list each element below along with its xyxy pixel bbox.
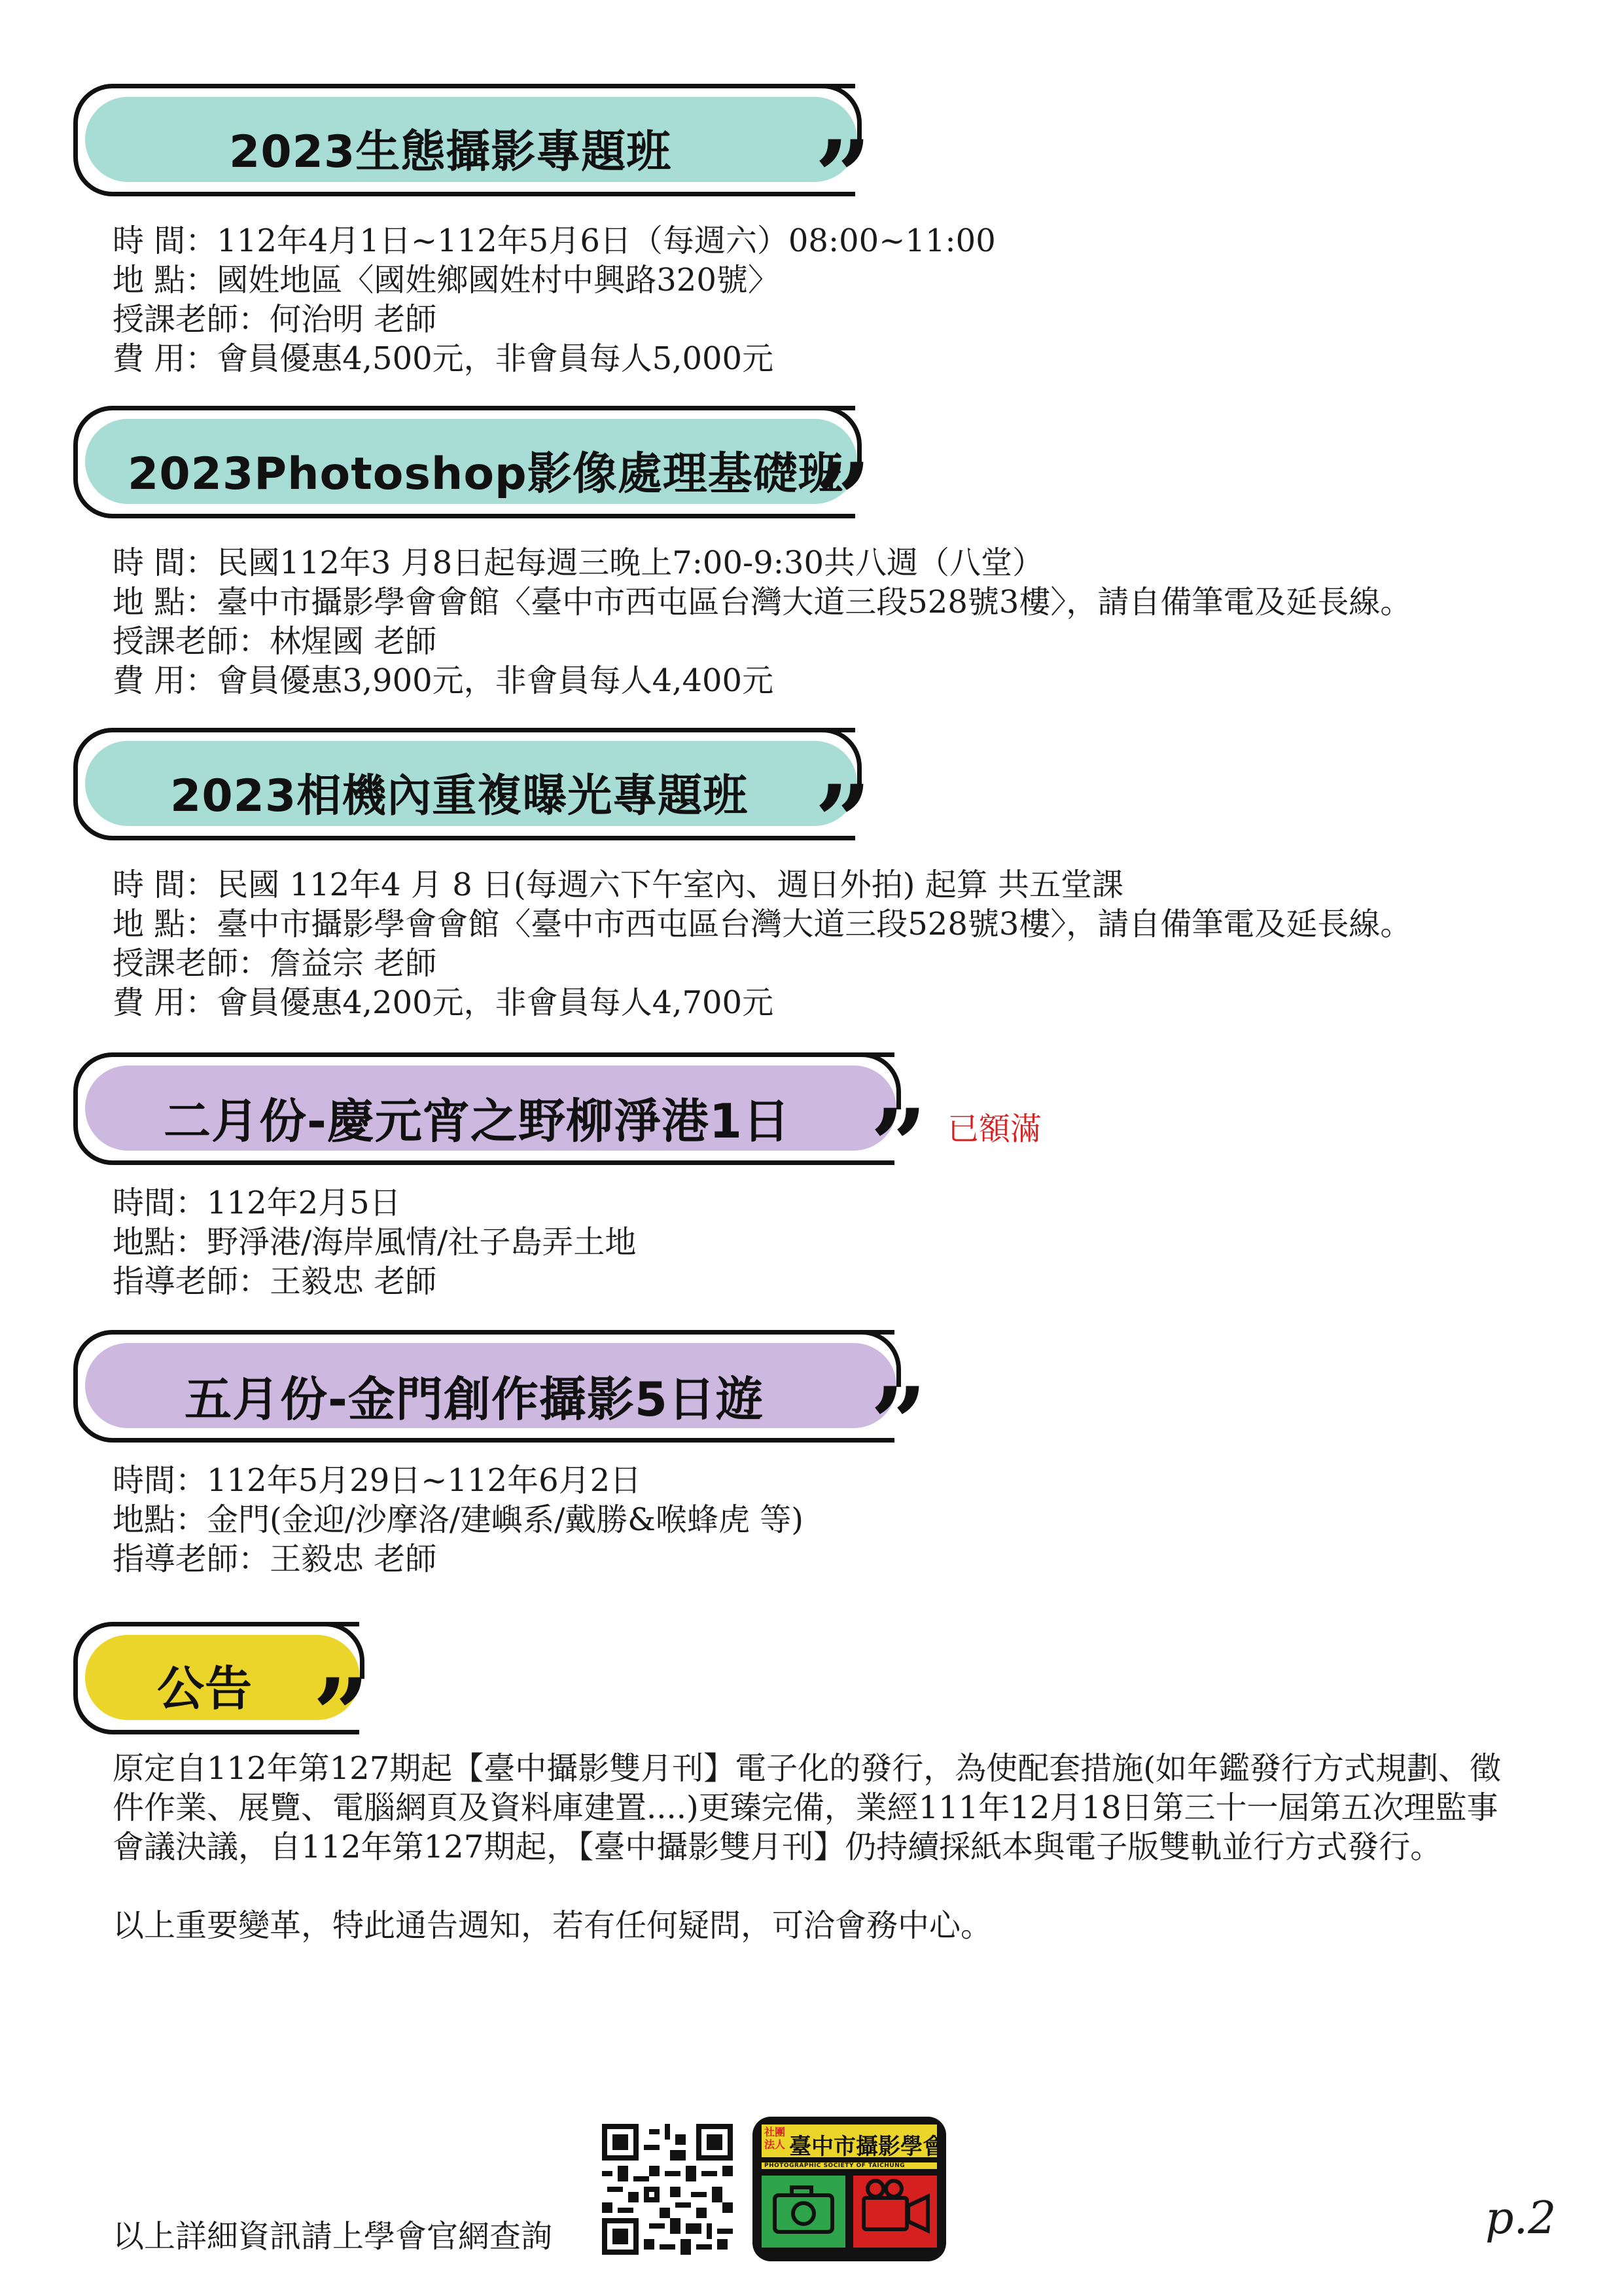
course-details <box>113 221 996 378</box>
trip-teacher: 指導老師：王毅忠 老師 <box>113 1541 437 1577</box>
announcement-spacer <box>113 1867 1526 1906</box>
course-time: 時 間：112年4月1日~112年5月6日（每週六）08:00~11:00 <box>113 223 996 259</box>
course-time: 時 間：民國112年3 月8日起每週三晚上7:00-9:30共八週（八堂） <box>113 545 1044 581</box>
logo-english: PHOTOGRAPHIC SOCIETY OF TAICHUNG <box>764 2162 906 2169</box>
course-details <box>113 865 1411 1022</box>
announcement-paragraph: 以上重要變革，特此通告週知，若有任何疑問，可洽會務中心。 <box>113 1907 993 1944</box>
trip-title: 二月份-慶元宵之野柳淨港1日 <box>164 1094 790 1149</box>
course-fee: 費 用：會員優惠4,500元，非會員每人5,000元 <box>113 340 774 377</box>
trip-details <box>113 1183 636 1301</box>
course-title: 2023生態攝影專題班 <box>229 126 672 178</box>
course-fee: 費 用：會員優惠3,900元，非會員每人4,400元 <box>113 662 774 699</box>
course-fee: 費 用：會員優惠4,200元，非會員每人4,700元 <box>113 984 774 1021</box>
quote-mark-icon: ” <box>815 764 872 879</box>
course-details <box>113 543 1411 700</box>
quote-mark-icon: ” <box>815 119 872 234</box>
trip-time: 時間：112年2月5日 <box>113 1185 401 1221</box>
trip-time: 時間：112年5月29日~112年6月2日 <box>113 1462 642 1499</box>
course-location: 地 點：國姓地區〈國姓鄉國姓村中興路320號〉 <box>113 262 779 298</box>
footer-note: 以上詳細資訊請上學會官網查詢 <box>113 2218 553 2255</box>
announcement-paragraph: 原定自112年第127期起【臺中攝影雙月刊】電子化的發行，為使配套措施(如年鑑發行方式規劃、徵件作業、展覽、電腦網頁及資料庫建置....)更臻完備，業經111年12月18日第三十一屆第五次理監事會議決議，自112年第127期起，【臺中攝影雙月刊】仍持續採紙本與電子版雙軌並行方式發行。 <box>113 1750 1501 1865</box>
announcement-body <box>113 1749 1526 1945</box>
logo-name: 臺中市攝影學會 <box>789 2134 945 2160</box>
course-title: 2023相機內重複曝光專題班 <box>170 770 749 822</box>
trip-location: 地點：野淨港/海岸風情/社子島弄土地 <box>113 1224 637 1261</box>
trip-details <box>113 1461 803 1579</box>
course-teacher: 授課老師：何治明 老師 <box>113 301 437 338</box>
qr-code-icon[interactable] <box>602 2124 733 2255</box>
trip-teacher: 指導老師：王毅忠 老師 <box>113 1263 437 1300</box>
course-title: 2023Photoshop影像處理基礎班 <box>128 448 843 500</box>
society-logo <box>751 2115 947 2263</box>
quote-mark-icon: ” <box>815 442 872 557</box>
page-number: p.2 <box>1485 2193 1557 2244</box>
course-teacher: 授課老師：詹益宗 老師 <box>113 945 437 982</box>
announcement-title: 公告 <box>157 1661 253 1716</box>
course-teacher: 授課老師：林煋國 老師 <box>113 623 437 660</box>
course-location: 地 點：臺中市攝影學會會館〈臺中市西屯區台灣大道三段528號3樓〉，請自備筆電及延長線。 <box>113 584 1412 620</box>
quote-mark-icon: ” <box>870 1088 927 1203</box>
quote-mark-icon: ” <box>870 1366 927 1481</box>
logo-prefix: 社團法人 <box>764 2126 786 2151</box>
trip-title: 五月份-金門創作攝影5日遊 <box>185 1372 764 1427</box>
quote-mark-icon: ” <box>313 1657 370 1772</box>
trip-location: 地點：金門(金迎/沙摩洛/建嶼系/戴勝&喉蜂虎 等) <box>113 1501 803 1538</box>
course-location: 地 點：臺中市攝影學會會館〈臺中市西屯區台灣大道三段528號3樓〉，請自備筆電及延長線。 <box>113 906 1412 942</box>
status-badge: 已額滿 <box>947 1111 1042 1147</box>
course-time: 時 間：民國 112年4 月 8 日(每週六下午室內、週日外拍) 起算 共五堂課 <box>113 867 1123 903</box>
